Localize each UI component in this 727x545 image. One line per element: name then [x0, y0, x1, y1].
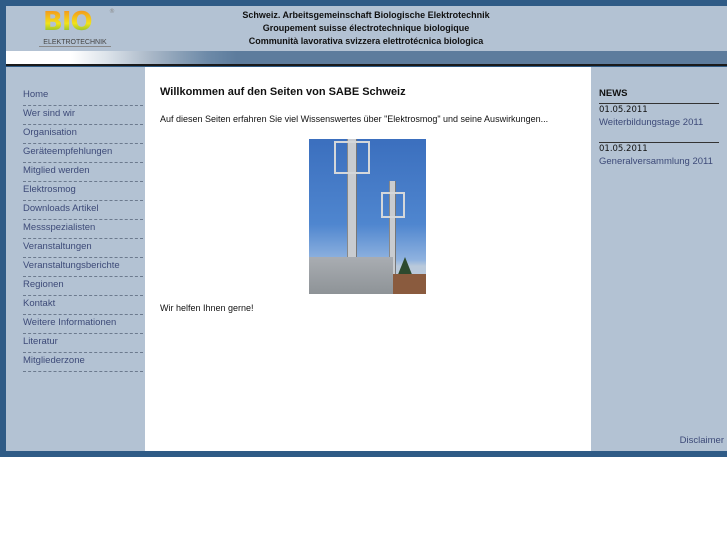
sidebar: [6, 67, 145, 451]
news-date: 01.05.2011: [599, 105, 648, 115]
header: [6, 6, 727, 51]
antenna-frame-left: [334, 141, 370, 174]
news-link-weiterbildungstage[interactable]: Weiterbildungstage 2011: [599, 117, 704, 128]
page-title: Willkommen auf den Seiten von SABE Schweiz: [160, 86, 406, 98]
sidebar-item-mitglied-werden[interactable]: Mitglied werden: [23, 163, 143, 182]
news-date: 01.05.2011: [599, 144, 648, 154]
sidebar-item-kontakt[interactable]: Kontakt: [23, 296, 143, 315]
sidebar-nav: [23, 87, 143, 372]
rooftop-building: [309, 257, 393, 294]
news-item: [599, 103, 719, 129]
sidebar-item-elektrosmog[interactable]: Elektrosmog: [23, 182, 143, 201]
title-italian: Communità lavorativa svizzera elettrotécnica biologica: [248, 36, 484, 46]
sidebar-item-literatur[interactable]: Literatur: [23, 334, 143, 353]
main-content: [145, 67, 591, 451]
house-roof: [393, 274, 426, 294]
sidebar-item-organisation[interactable]: Organisation: [23, 125, 143, 144]
logo-wordmark: BIO: [43, 7, 92, 37]
title-german: Schweiz. Arbeitsgemeinschaft Biologische Elektrotechnik: [242, 10, 490, 20]
disclaimer-link[interactable]: Disclaimer: [679, 435, 724, 446]
sidebar-item-veranstaltungen[interactable]: Veranstaltungen: [23, 239, 143, 258]
sidebar-item-downloads-artikel[interactable]: Downloads Artikel: [23, 201, 143, 220]
news-heading: NEWS: [599, 88, 628, 99]
sidebar-item-wer-sind-wir[interactable]: Wer sind wir: [23, 106, 143, 125]
registered-mark: ®: [109, 8, 115, 15]
news-item: [599, 142, 719, 168]
news-sidebar: [591, 67, 727, 451]
sidebar-item-weitere-informationen[interactable]: Weitere Informationen: [23, 315, 143, 334]
sidebar-item-messspezialisten[interactable]: Messspezialisten: [23, 220, 143, 239]
sidebar-item-regionen[interactable]: Regionen: [23, 277, 143, 296]
header-divider: [6, 64, 727, 66]
antenna-frame-right: [381, 192, 405, 218]
sidebar-item-veranstaltungsberichte[interactable]: Veranstaltungsberichte: [23, 258, 143, 277]
organisation-titles: [206, 9, 526, 48]
antenna-photo: [309, 139, 426, 294]
logo-subtitle: ELEKTROTECHNIK: [39, 39, 111, 47]
bio-logo[interactable]: [39, 8, 113, 50]
title-french: Groupement suisse électrotechnique biologique: [262, 23, 470, 33]
news-link-generalversammlung[interactable]: Generalversammlung 2011: [599, 156, 713, 167]
sidebar-item-geraeteempfehlungen[interactable]: Geräteempfehlungen: [23, 144, 143, 163]
closing-text: Wir helfen Ihnen gerne!: [160, 303, 254, 313]
sidebar-item-mitgliederzone[interactable]: Mitgliederzone: [23, 353, 143, 372]
intro-text: Auf diesen Seiten erfahren Sie viel Wissenswertes über "Elektrosmog" und seine Auswirkungen...: [160, 114, 549, 124]
header-band: [6, 51, 727, 64]
sidebar-item-home[interactable]: Home: [23, 87, 143, 106]
